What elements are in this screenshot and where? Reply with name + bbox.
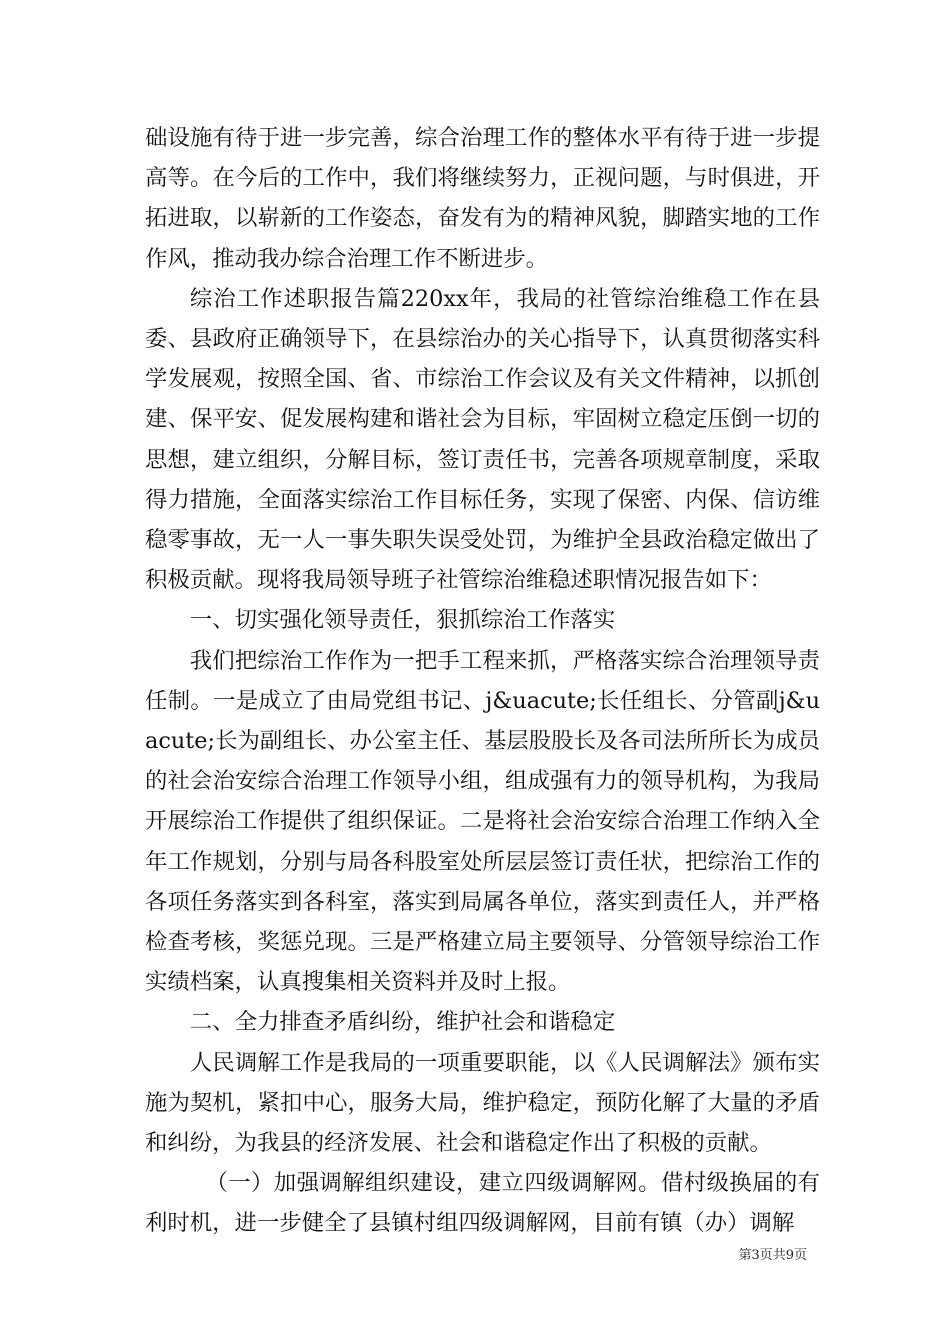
paragraph-subsection-1: （一）加强调解组织建设，建立四级调解网。借村级换届的有利时机，进一步健全了县镇村组四级调解网，目前有镇（办）调解 [145,1170,820,1237]
paragraph-section-1: 我们把综治工作作为一把手工程来抓，严格落实综合治理领导责任制。一是成立了由局党组书记、j&uacute;长任组长、分管副j&uacute;长为副组长、办公室主任、基层股股长及各司法所所长为成员的社会治安综合治理工作领导小组，组成强有力的领导机构，为我局开展综治工作提供了组织保证。二是将社会治安综合治理工作纳入全年工作规划，分别与局各科股室处所层层签订责任状，把综治工作的各项任务落实到各科室，落实到局属各单位，落实到责任人，并严格检查考核，奖惩兑现。三是严格建立局主要领导、分管领导综治工作实绩档案，认真搜集相关资料并及时上报。 [145,647,820,996]
document-body [145,118,820,1244]
section-heading-2: 二、全力排查矛盾纠纷，维护社会和谐稳定 [189,1009,616,1036]
section-heading-1: 一、切实强化领导责任，狠抓综治工作落实 [189,607,616,634]
paragraph-report-intro: 综治工作述职报告篇220xx年，我局的社管综治维稳工作在县委、县政府正确领导下，在县综治办的关心指导下，认真贯彻落实科学发展观，按照全国、省、市综治工作会议及有关文件精神，以抓创建、保平安、促发展构建和谐社会为目标，牢固树立稳定压倒一切的思想，建立组织，分解目标，签订责任书，完善各项规章制度，采取得力措施，全面落实综治工作目标任务，实现了保密、内保、信访维稳零事故，无一人一事失职失误受处罚，为维护全县政治稳定做出了积极贡献。现将我局领导班子社管综治维稳述职情况报告如下： [145,285,820,594]
paragraph-continuation: 础设施有待于进一步完善，综合治理工作的整体水平有待于进一步提高等。在今后的工作中，我们将继续努力，正视问题，与时俱进，开拓进取，以崭新的工作姿态，奋发有为的精神风貌，脚踏实地的工作作风，推动我办综合治理工作不断进步。 [145,125,820,272]
paragraph-section-2: 人民调解工作是我局的一项重要职能，以《人民调解法》颁布实施为契机，紧扣中心，服务大局，维护稳定，预防化解了大量的矛盾和纠纷，为我县的经济发展、社会和谐稳定作出了积极的贡献。 [145,1049,820,1157]
page-indicator: 第3页共9页 [738,1248,807,1263]
